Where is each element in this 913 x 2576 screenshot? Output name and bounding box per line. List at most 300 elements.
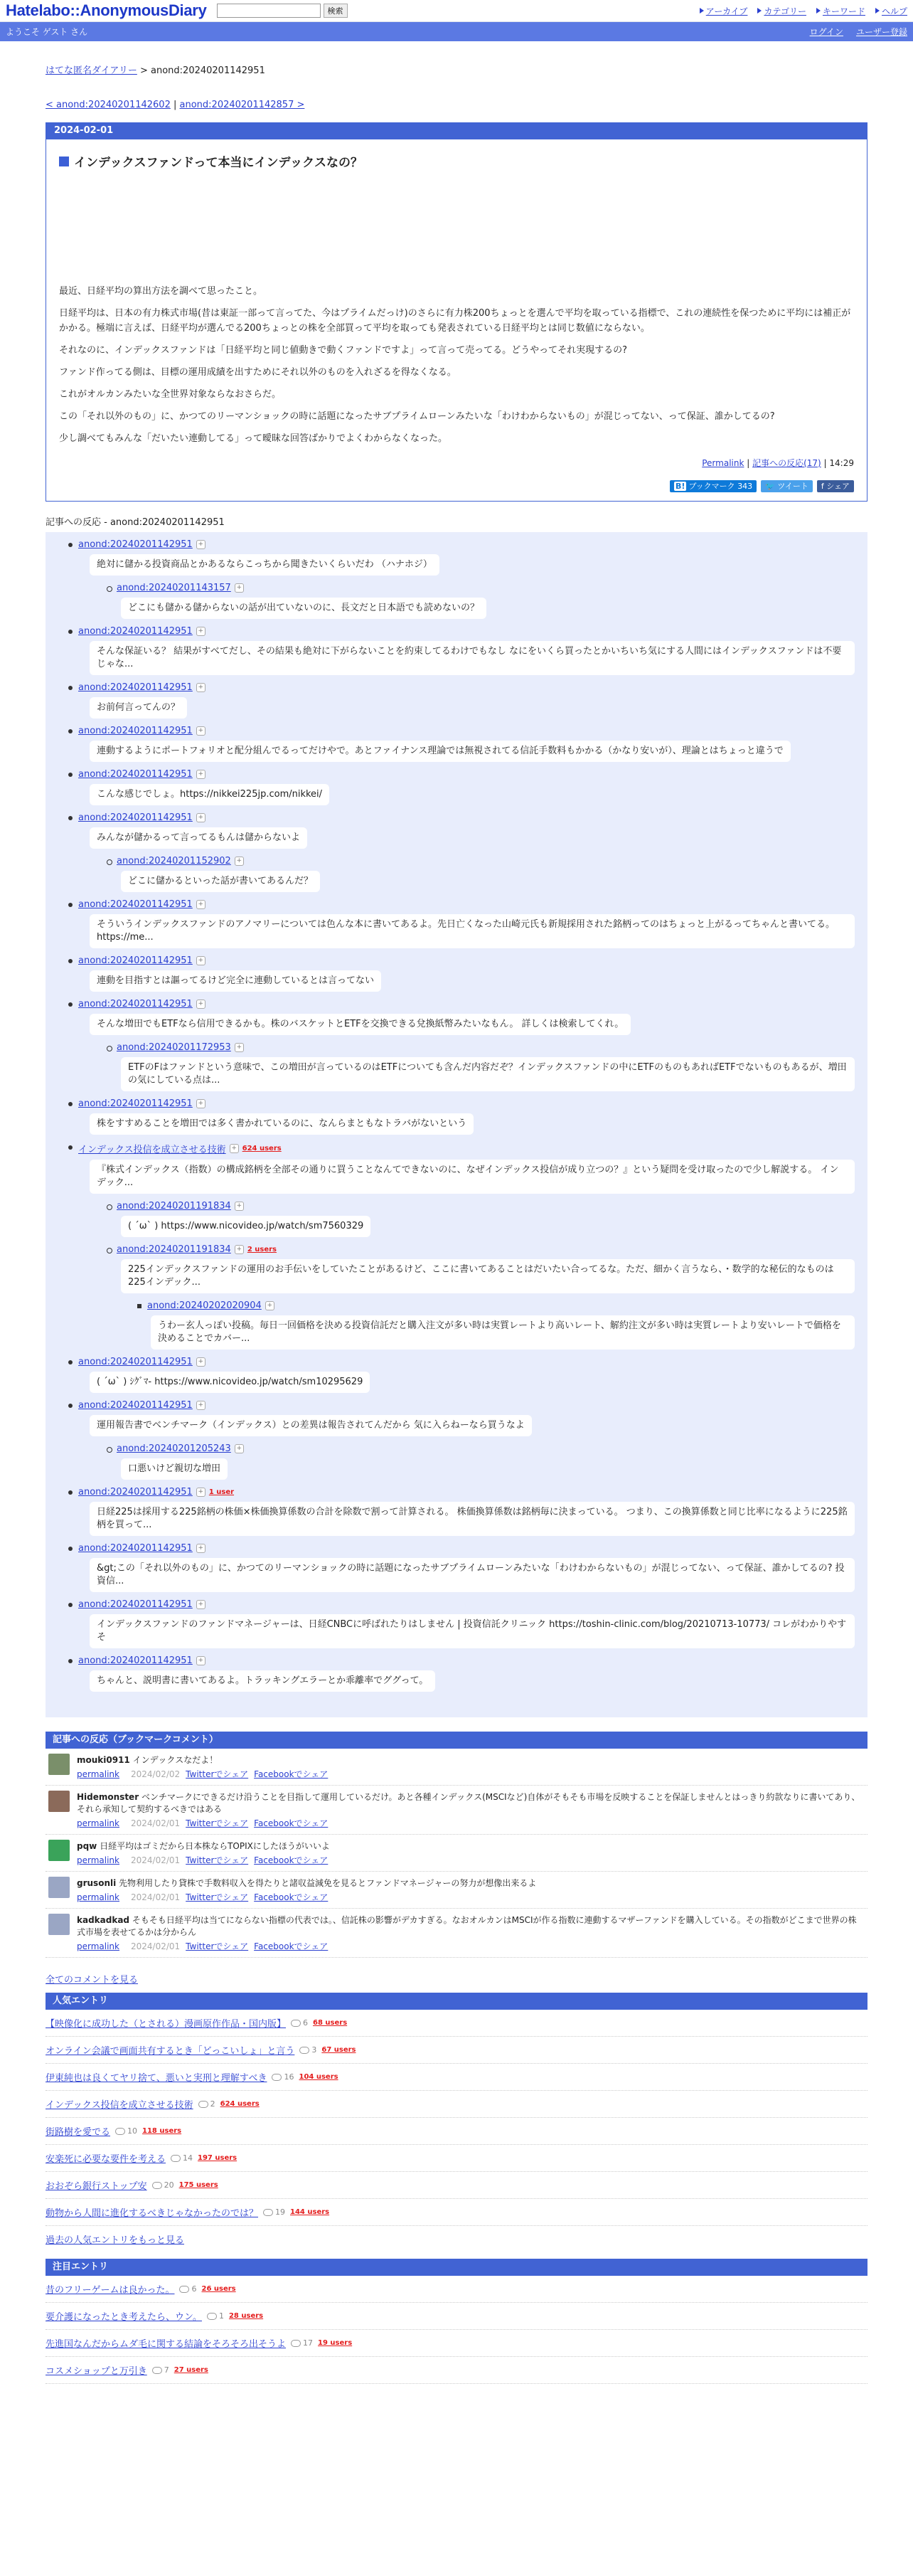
reaction-item: [58, 999, 855, 1035]
trackback-icon[interactable]: +: [196, 1488, 205, 1497]
reaction-item: [58, 539, 855, 576]
reaction-link[interactable]: anond:20240201142951: [78, 999, 193, 1009]
avatar[interactable]: [48, 1877, 70, 1898]
reaction-header: [58, 626, 855, 637]
twitter-share-link[interactable]: Twitterでシェア: [186, 1818, 249, 1828]
twitter-share-link[interactable]: Twitterでシェア: [186, 1941, 249, 1951]
reaction-link[interactable]: anond:20240201142951: [78, 1543, 193, 1554]
comment-number: 20: [164, 2180, 174, 2190]
entry-time: 14:29: [829, 458, 854, 468]
reaction-header: [58, 1599, 855, 1610]
comment-bubble-icon: [152, 2182, 162, 2189]
bookmark-comments-heading: 記事への反応（ブックマークコメント）: [46, 1732, 867, 1749]
comment-count: [291, 2018, 308, 2028]
nav-keyword[interactable]: キーワード: [816, 5, 865, 17]
bookmark-permalink[interactable]: permalink: [77, 1818, 119, 1828]
reaction-link[interactable]: anond:20240201142951: [78, 1655, 193, 1666]
comment-count: [291, 2338, 313, 2348]
bookmark-item: [46, 1749, 867, 1786]
entry-meta: Permalink | 記事への反応(17) | 14:29: [702, 458, 854, 468]
bookmark-line: [77, 1877, 536, 1889]
facebook-share-link[interactable]: Facebookでシェア: [254, 1941, 329, 1951]
user-bar: [0, 22, 913, 41]
bookmark-item: [46, 1872, 867, 1909]
site-logo[interactable]: Hatelabo::AnonymousDiary: [6, 1, 207, 19]
twitter-share-link[interactable]: Twitterでシェア: [186, 1855, 249, 1865]
entry-paragraph: それなのに、インデックスファンドは「日経平均と同じ値動きで動くファンドですよ」って言って売ってる。どうやってそれ実現するの?: [59, 345, 627, 356]
trackback-icon[interactable]: +: [235, 857, 244, 866]
reaction-header: [58, 1042, 855, 1053]
top-nav: [700, 5, 907, 17]
bookmark-comment: ベンチマークにできるだけ沿うことを目指して運用しているだけ。あと各種インデックス(MSCIなど)自体がそもそも市場を反映することを保証しませんとはっきり約款なりに書いてあり、それら承知して契約するべきではある: [77, 1792, 860, 1814]
entry-link[interactable]: 街路樹を愛でる: [46, 2127, 111, 2138]
reaction-excerpt: 運用報告書でベンチマーク（インデックス）との差異は報告されてんだから 気に入らねーなら買うなよ: [90, 1415, 532, 1436]
bookmark-comment: 先物利用したり貸株で手数料収入を得たりと諸収益減免を見るとファンドマネージャーの努力が想像出来るよ: [119, 1878, 537, 1888]
comment-bubble-icon: [179, 2286, 189, 2293]
bookmark-content: [77, 1877, 536, 1903]
entry-paragraph: 日経平均は、日本の有力株式市場(昔は東証一部って言ってた、今はプライムだっけ)のさらに有力株200ちょっとを選んで平均を取っている指標で、これの連続性を保つために平均には補正がかかる。極端に言えば、日経平均が選んでる200ちょっとの株を全部買って平均を取っても発表されている日経平均とは同じ数値にならない。: [59, 308, 851, 334]
reaction-link[interactable]: anond:20240201142951: [78, 769, 193, 780]
entry-item: [46, 2064, 867, 2091]
users-badge[interactable]: 27 users: [173, 2366, 208, 2374]
reaction-header: [58, 1098, 855, 1109]
entry-link[interactable]: 伊東純也は良くてヤリ捨て、悪いと実刑と理解すべき: [46, 2073, 267, 2084]
reaction-excerpt: 日経225は採用する225銘柄の株価×株価換算係数の合計を除数で割って計算される。 株価換算係数は銘柄毎に決まっている。 つまり、この換算係数と同じ比率になるように225銘柄を買って...: [90, 1502, 855, 1536]
notable-list: [46, 2276, 867, 2384]
entry-link[interactable]: コスメショップと万引き: [46, 2366, 147, 2377]
entry-paragraph: ファンド作ってる側は、目標の運用成績を出すためにそれ以外のものを入れざるを得なくなる。: [59, 367, 457, 378]
entry-link[interactable]: おおぞら銀行ストップ安: [46, 2181, 147, 2192]
reaction-header: [58, 812, 855, 823]
bookmark-line: [77, 1754, 333, 1766]
reaction-header: [58, 1400, 855, 1411]
entry-paragraph: 最近、日経平均の算出方法を調べて思ったこと。: [59, 286, 263, 297]
comment-number: 10: [127, 2126, 138, 2136]
reaction-excerpt: 口悪いけど親切な増田: [121, 1458, 228, 1480]
comment-bubble-icon: [272, 2074, 282, 2081]
trackback-icon[interactable]: +: [196, 900, 205, 909]
bookmark-item: [46, 1909, 867, 1958]
reaction-header: [58, 1443, 855, 1454]
reaction-header: [58, 1244, 855, 1255]
search-button[interactable]: 検索: [324, 4, 348, 18]
entry-item: [46, 2037, 867, 2064]
trackback-icon[interactable]: +: [196, 540, 205, 549]
reaction-item: [58, 1487, 855, 1536]
entry-link[interactable]: 【映像化に成功した（とされる）漫画原作作品・国内版】: [46, 2019, 287, 2030]
reaction-item: [58, 726, 855, 762]
bookmark-meta: [77, 1768, 333, 1780]
entry-link[interactable]: 先進国なんだからムダ毛に関する結論をそろそろ出そうよ: [46, 2339, 287, 2350]
entry-item: [46, 2276, 867, 2303]
reaction-item: [58, 1142, 855, 1194]
nav-archive[interactable]: アーカイブ: [700, 5, 748, 17]
reaction-excerpt: お前何言ってんの？: [90, 697, 187, 719]
bookmark-permalink[interactable]: permalink: [77, 1892, 119, 1902]
entry-box: [46, 139, 867, 502]
users-badge[interactable]: 175 users: [178, 2181, 218, 2189]
reaction-link[interactable]: anond:20240201172953: [117, 1042, 231, 1053]
reaction-link[interactable]: anond:20240201142951: [78, 626, 193, 637]
bookmark-user[interactable]: mouki0911: [77, 1755, 130, 1765]
reaction-item: [58, 812, 855, 849]
reaction-item: [58, 1599, 855, 1648]
reaction-item: [58, 955, 855, 992]
entry-item: [46, 2091, 867, 2118]
users-badge[interactable]: 68 users: [313, 2019, 348, 2027]
users-badge[interactable]: 624 users: [242, 1145, 282, 1152]
trackback-icon[interactable]: +: [235, 1444, 244, 1453]
reaction-header: [58, 899, 855, 910]
comment-bubble-icon: [171, 2155, 181, 2162]
bookmark-content: [77, 1791, 865, 1829]
bookmark-meta: [77, 1940, 865, 1952]
reaction-header: [58, 769, 855, 780]
bookmark-item: [46, 1835, 867, 1872]
reaction-header: [58, 682, 855, 693]
trackback-icon[interactable]: +: [196, 956, 205, 965]
trackback-icon[interactable]: +: [196, 770, 205, 779]
prev-entry-link[interactable]: < anond:20240201142602: [46, 100, 171, 110]
bookmark-permalink[interactable]: permalink: [77, 1941, 119, 1951]
entry-paragraph: 少し調べてもみんな「だいたい連動してる」って曖昧な回答ばかりでよくわからなくなった。: [59, 433, 448, 444]
trackback-icon[interactable]: +: [196, 1544, 205, 1553]
entry-link[interactable]: 昔のフリーゲームは良かった。: [46, 2285, 175, 2296]
comment-count: [179, 2284, 196, 2294]
facebook-icon: f: [821, 482, 824, 491]
reaction-excerpt: 連動するようにポートフォリオと配分組んでるってだけやで。あとファイナンス理論では無視されてる信託手数料もかかる（かなり安いが）、理論とはちょっと違うで: [90, 741, 791, 762]
reaction-link[interactable]: anond:20240201152902: [117, 856, 231, 866]
trackback-icon[interactable]: +: [235, 583, 244, 593]
entry-link[interactable]: オンライン会議で画面共有するとき「どっこいしょ」と言う: [46, 2046, 295, 2057]
reaction-header: [58, 1201, 855, 1212]
comment-number: 6: [191, 2284, 197, 2294]
reaction-excerpt: うわー玄人っぽい投稿。毎日一回価格を決める投資信託だと購入注文が多い時は実質レートより高いレート、解約注文が多い時は実質レートより安いレートで価格を決めることでカバー...: [151, 1315, 855, 1350]
facebook-share-link[interactable]: Facebookでシェア: [254, 1855, 329, 1865]
arrow-icon: [816, 8, 821, 14]
users-badge[interactable]: 67 users: [321, 2046, 356, 2054]
trackback-icon[interactable]: +: [196, 1099, 205, 1108]
comment-count: [171, 2153, 193, 2163]
arrow-icon: [875, 8, 880, 14]
trackback-icon[interactable]: +: [230, 1144, 239, 1153]
welcome-text: ようこそ ゲスト さん: [6, 27, 88, 37]
users-badge[interactable]: 197 users: [198, 2154, 237, 2162]
reactions-heading: 記事への反応 - anond:20240201142951: [46, 517, 225, 528]
entry-link[interactable]: 安楽死に必要な要件を考える: [46, 2154, 166, 2165]
users-badge[interactable]: 19 users: [318, 2339, 353, 2347]
reaction-excerpt: そんな増田でもETFなら信用できるかも。株のバスケットとETFを交換できる兌換紙幣みたいなもん。 詳しくは検索してくれ。: [90, 1014, 631, 1035]
reaction-header: [58, 856, 855, 866]
comment-count: [263, 2207, 285, 2217]
comment-count: [198, 2099, 215, 2109]
comment-number: 16: [284, 2072, 294, 2082]
tweet-button[interactable]: 🐦 ツイート: [761, 480, 813, 492]
entry-link[interactable]: 動物から人間に進化するべきじゃなかったのでは？: [46, 2208, 259, 2219]
reaction-excerpt: インデックスファンドのファンドマネージャーは、日経CNBCに呼ばれたりはしません | 投資信託クリニック https://toshin-clinic.com/blog/20210713-10773/ コレがわかりやすそ: [90, 1614, 855, 1648]
breadcrumb-root[interactable]: はてな匿名ダイアリー: [46, 65, 137, 76]
bookmark-comments-list: [46, 1749, 867, 1958]
reaction-item: [58, 583, 855, 619]
reaction-item: [58, 899, 855, 948]
trackback-icon[interactable]: +: [196, 683, 205, 692]
bookmark-date: 2024/02/01: [131, 1855, 181, 1865]
reaction-link[interactable]: anond:20240201142951: [78, 682, 193, 693]
reaction-excerpt: 225インデックスファンドの運用のお手伝いをしていたことがあるけど、ここに書いてあることはだいたい合ってるな。ただ、細かく言うなら、・数学的な秘伝的なものは225インデック...: [121, 1259, 855, 1293]
permalink-link[interactable]: Permalink: [702, 458, 744, 468]
reaction-header: [58, 999, 855, 1009]
reaction-link[interactable]: anond:20240201142951: [78, 1098, 193, 1109]
comment-bubble-icon: [198, 2101, 208, 2108]
reaction-link[interactable]: anond:20240201142951: [78, 1400, 193, 1411]
entry-date-header: 2024-02-01: [46, 122, 867, 139]
trackback-icon[interactable]: +: [196, 627, 205, 636]
comment-bubble-icon: [207, 2313, 217, 2320]
reaction-header: [58, 1357, 855, 1367]
reaction-link[interactable]: anond:20240201143157: [117, 583, 231, 593]
reaction-excerpt: こんな感じでしょ。https://nikkei225jp.com/nikkei/: [90, 784, 329, 805]
bookmark-comment: そもそも日経平均は当てにならない指標の代表では。、信託株の影響がデカすぎる。なおオルカンはMSCIが作る指数に連動するマザーファンドを購入している。その指数がどこまで世界の株式市場を表せてるかは分からん: [77, 1915, 857, 1937]
reaction-excerpt: そういうインデックスファンドのアノマリーについては色んな本に書いてあるよ。先日亡くなった山崎元氏も新規採用された銘柄ってのはちょっと上がるってちゃんと書いてる。 https://me...: [90, 914, 855, 948]
bookmark-date: 2024/02/01: [131, 1941, 181, 1951]
users-badge[interactable]: 118 users: [142, 2127, 182, 2135]
comment-number: 2: [210, 2099, 215, 2109]
bookmark-meta: [77, 1891, 536, 1903]
comment-number: 6: [303, 2018, 309, 2028]
comment-bubble-icon: [115, 2128, 125, 2135]
facebook-share-link[interactable]: Facebookでシェア: [254, 1818, 329, 1828]
trackback-icon[interactable]: +: [235, 1202, 244, 1211]
entry-item: [46, 2145, 867, 2172]
reaction-item: [58, 1244, 855, 1293]
bookmark-user[interactable]: Hidemonster: [77, 1792, 139, 1802]
users-badge[interactable]: 624 users: [220, 2100, 260, 2108]
arrow-icon: [700, 8, 704, 14]
bookmark-comment: 日経平均はゴミだから日本株ならTOPIXにしたほうがいいよ: [100, 1841, 330, 1851]
avatar[interactable]: [48, 1791, 70, 1812]
comment-bubble-icon: [263, 2209, 273, 2216]
reaction-excerpt: ちゃんと、説明書に書いてあるよ。トラッキングエラーとか乖離率でググって。: [90, 1670, 435, 1692]
avatar[interactable]: [48, 1754, 70, 1775]
trackback-icon[interactable]: +: [196, 1401, 205, 1410]
all-comments-link[interactable]: 全てのコメントを見る: [46, 1975, 139, 1986]
bookmark-item: [46, 1786, 867, 1835]
entry-paragraph: これがオルカンみたいな全世界対象ならなおさらだ。: [59, 389, 282, 400]
bookmark-content: [77, 1914, 865, 1952]
reaction-item: [58, 1443, 855, 1480]
reaction-link[interactable]: anond:20240201191834: [117, 1244, 231, 1255]
comment-count: [207, 2311, 224, 2321]
reaction-header: [58, 726, 855, 736]
comment-count: [272, 2072, 294, 2082]
reaction-excerpt: &gt;この「それ以外のもの」に、かつてのリーマンショックの時に話題になったサブプライムローンみたいな「わけわからないもの」が混じってない、って保証、誰かしてるの? 投資信...: [90, 1558, 855, 1592]
main-content: [0, 41, 913, 2412]
trackback-icon[interactable]: +: [235, 1245, 244, 1254]
bookmark-meta: [77, 1854, 333, 1866]
reaction-link[interactable]: anond:20240201142951: [78, 1357, 193, 1367]
reaction-item: [58, 1300, 855, 1350]
reaction-item: [58, 1655, 855, 1692]
search-input[interactable]: [217, 4, 321, 18]
users-badge[interactable]: 28 users: [228, 2312, 264, 2320]
entry-item: [46, 2199, 867, 2226]
reaction-item: [58, 1201, 855, 1237]
trackback-icon[interactable]: +: [196, 726, 205, 736]
users-badge[interactable]: 1 user: [208, 1488, 235, 1496]
reaction-item: [58, 1357, 855, 1393]
popular-heading: 人気エントリ: [46, 1993, 867, 2010]
facebook-share-button[interactable]: f シェア: [817, 480, 854, 492]
reaction-link[interactable]: anond:20240201142951: [78, 812, 193, 823]
users-badge[interactable]: 104 users: [299, 2073, 338, 2081]
bookmark-permalink[interactable]: permalink: [77, 1855, 119, 1865]
entry-item: [46, 2330, 867, 2357]
reaction-link[interactable]: anond:20240201205243: [117, 1443, 231, 1454]
reaction-excerpt: ( ´ω` ) ｼｸﾞﾏ- https://www.nicovideo.jp/watch/sm10295629: [90, 1372, 370, 1393]
comment-number: 14: [183, 2153, 193, 2163]
popular-more: [46, 2226, 867, 2252]
twitter-share-link[interactable]: Twitterでシェア: [186, 1892, 249, 1902]
comment-count: [115, 2126, 137, 2136]
reaction-excerpt: そんな保証いる？ 結果がすべてだし、その結果も絶対に下がらないことを約束してるわけでもなし なにをいくら買ったとかいちいち気にする人間にはインデックスファンドは不要じゃな...: [90, 641, 855, 675]
bookmark-date: 2024/02/02: [131, 1769, 181, 1779]
twitter-bird-icon: 🐦: [765, 482, 775, 491]
reaction-excerpt: どこにも儲かる儲からないの話が出ていないのに、長文だと日本語でも読めないの？: [121, 598, 486, 619]
reaction-header: [58, 583, 855, 593]
hatena-bookmark-button[interactable]: B! ブックマーク 343: [670, 480, 757, 492]
reaction-link[interactable]: インデックス投信を成立させる技術: [78, 1145, 226, 1155]
bookmark-user[interactable]: grusonli: [77, 1878, 117, 1888]
reaction-item: [58, 769, 855, 805]
trackback-icon[interactable]: +: [196, 1357, 205, 1367]
entry-item: [46, 2172, 867, 2199]
avatar[interactable]: [48, 1914, 70, 1935]
reaction-header: [58, 1655, 855, 1666]
reaction-header: [58, 1543, 855, 1554]
next-entry-link[interactable]: anond:20240201142857 >: [179, 100, 305, 110]
reaction-link[interactable]: anond:20240201142951: [78, 726, 193, 736]
reaction-header: [58, 1300, 855, 1311]
comment-bubble-icon: [299, 2047, 309, 2054]
hatena-b-icon: B!: [676, 482, 685, 491]
reaction-item: [58, 1042, 855, 1091]
bookmark-line: [77, 1791, 865, 1815]
arrow-icon: [757, 8, 762, 14]
reaction-link[interactable]: anond:20240202020904: [147, 1300, 262, 1311]
comment-number: 1: [218, 2311, 224, 2321]
login-link[interactable]: ログイン: [809, 27, 843, 37]
bookmark-date: 2024/02/01: [131, 1892, 181, 1902]
trackback-icon[interactable]: +: [196, 813, 205, 822]
twitter-share-link[interactable]: Twitterでシェア: [186, 1769, 249, 1779]
comment-bubble-icon: [291, 2020, 301, 2027]
comment-number: 3: [311, 2045, 317, 2055]
reaction-header: [58, 539, 855, 550]
bookmark-line: [77, 1840, 333, 1852]
facebook-share-link[interactable]: Facebookでシェア: [254, 1892, 329, 1902]
comment-bubble-icon: [152, 2367, 162, 2374]
reaction-item: [58, 1543, 855, 1592]
reaction-excerpt: 絶対に儲かる投資商品とかあるならこっちから聞きたいくらいだわ （ハナホジ）: [90, 554, 439, 576]
trackback-icon[interactable]: +: [265, 1301, 274, 1310]
reaction-excerpt: 株をすすめることを増田では多く書かれているのに、なんらまともなトラバがないという: [90, 1113, 474, 1135]
breadcrumb-current: anond:20240201142951: [151, 65, 265, 76]
entry-link[interactable]: インデックス投信を成立させる技術: [46, 2100, 193, 2111]
prev-next-nav: < anond:20240201142602 | anond:20240201142857 >: [46, 100, 305, 110]
entry-body: [59, 284, 854, 446]
reaction-excerpt: ETFのFはファンドという意味で、この増田が言っているのはETFについても含んだ内容だぞ？インデックスファンドの中にETFのものもあればETFでないものもあるが、増田の気にしている点は...: [121, 1057, 855, 1091]
popular-list: [46, 2010, 867, 2226]
reaction-excerpt: どこに儲かるといった話が書いてあるんだ？: [121, 871, 320, 892]
trackback-icon[interactable]: +: [235, 1043, 244, 1052]
register-link[interactable]: ユーザー登録: [855, 27, 907, 37]
reaction-item: [58, 856, 855, 892]
square-icon: [59, 157, 69, 166]
comment-number: 19: [275, 2207, 286, 2217]
reaction-item: [58, 1400, 855, 1436]
reaction-excerpt: 連動を目指すとは謳ってるけど完全に連動しているとは言ってない: [90, 970, 381, 992]
trackback-icon[interactable]: +: [196, 1600, 205, 1609]
comment-number: 17: [303, 2338, 314, 2348]
reaction-header: [58, 1487, 855, 1498]
reaction-header: [58, 955, 855, 966]
popular-more-link[interactable]: 過去の人気エントリをもっと見る: [46, 2235, 185, 2246]
reactions-list: [46, 532, 867, 1717]
reaction-excerpt: 『株式インデックス（指数）の構成銘柄を全部その通りに買うことなんてできないのに、なぜインデックス投信が成り立つの？』という疑問を受け取ったので少し解説する。 インデック...: [90, 1160, 855, 1194]
bookmark-date: 2024/02/01: [131, 1818, 181, 1828]
users-badge[interactable]: 2 users: [247, 1246, 277, 1253]
comment-count: [299, 2045, 316, 2055]
reaction-link[interactable]: anond:20240201142951: [78, 955, 193, 966]
share-buttons: [59, 480, 854, 492]
bookmark-line: [77, 1914, 865, 1938]
reaction-link[interactable]: anond:20240201142951: [78, 899, 193, 910]
entry-item: [46, 2303, 867, 2330]
avatar[interactable]: [48, 1840, 70, 1861]
entry-item: [46, 2010, 867, 2037]
top-bar: [0, 0, 913, 22]
entry-item: [46, 2357, 867, 2384]
notable-heading: 注目エントリ: [46, 2259, 867, 2276]
comment-count: [152, 2180, 174, 2190]
bookmark-user[interactable]: kadkadkad: [77, 1915, 130, 1925]
users-badge[interactable]: 26 users: [201, 2285, 236, 2293]
bookmark-user[interactable]: pqw: [77, 1841, 97, 1851]
comment-count: [152, 2365, 169, 2375]
facebook-share-link[interactable]: Facebookでシェア: [254, 1769, 329, 1779]
nav-help[interactable]: ヘルプ: [875, 5, 907, 17]
breadcrumb: はてな匿名ダイアリー > anond:20240201142951: [46, 65, 265, 76]
reaction-link[interactable]: anond:20240201191834: [117, 1201, 231, 1212]
entry-title: インデックスファンドって本当にインデックスなの？: [59, 152, 854, 170]
nav-category[interactable]: カテゴリー: [757, 5, 806, 17]
entry-link[interactable]: 要介護になったとき考えたら、ウン。: [46, 2312, 202, 2323]
reaction-excerpt: ( ´ω` ) https://www.nicovideo.jp/watch/sm7560329: [121, 1216, 370, 1237]
reaction-header: [58, 1142, 855, 1155]
reaction-item: [58, 1098, 855, 1135]
reaction-link[interactable]: anond:20240201142951: [78, 1599, 193, 1610]
reactions-link[interactable]: 記事への反応(17): [752, 458, 821, 468]
bookmark-content: [77, 1840, 333, 1866]
bookmark-permalink[interactable]: permalink: [77, 1769, 119, 1779]
bookmark-comment: インデックスなだよ！: [132, 1755, 218, 1765]
trackback-icon[interactable]: +: [196, 1000, 205, 1009]
users-badge[interactable]: 144 users: [290, 2208, 330, 2216]
reaction-item: [58, 682, 855, 719]
reaction-link[interactable]: anond:20240201142951: [78, 539, 193, 550]
reaction-link[interactable]: anond:20240201142951: [78, 1487, 193, 1498]
trackback-icon[interactable]: +: [196, 1656, 205, 1665]
